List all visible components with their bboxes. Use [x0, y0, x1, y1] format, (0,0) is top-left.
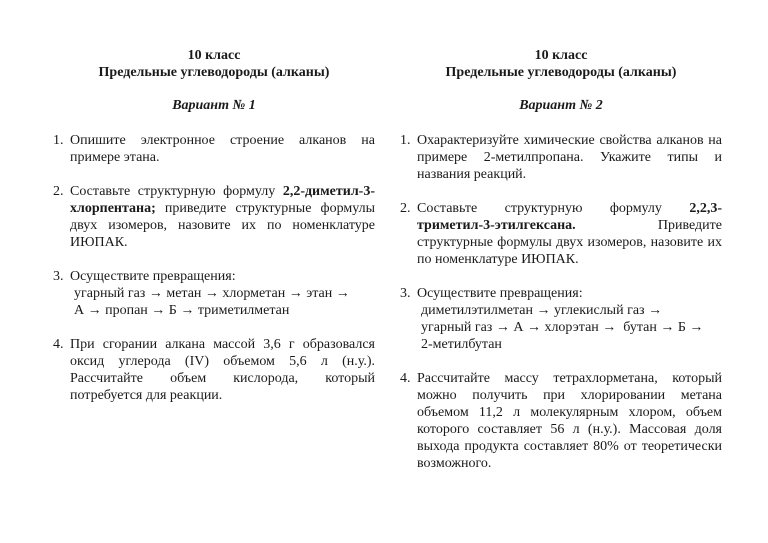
task-text [70, 336, 375, 404]
task-text-run: Рассчитайте массу тетрахлорметана, который можно получить при хлорировании метана объемом 11,2 л молекулярным хлором, объем которого составляет 56 л (н.у.). Массовая доля выхода продукта составляет 80% от теоретически возможного. [417, 371, 722, 471]
transformation-chain-line: угарный газ → А → хлорэтан → бутан → Б → [421, 320, 704, 335]
transformation-chain-line: угарный газ → метан → хлорметан → этан → [74, 286, 350, 301]
topic-title: Предельные углеводороды (алканы) [445, 65, 677, 80]
task-item-4 [53, 336, 375, 404]
task-text-run: Опишите электронное строение алканов на примере этана. [70, 133, 375, 165]
transformation-chain-line: диметилэтилметан → углекислый газ → [421, 303, 663, 318]
task-text-run: Охарактеризуйте химические свойства алканов на примере 2-метилпропана. Укажите типы и названия реакций. [417, 133, 722, 182]
compound-name-bold: 2,2-диметил-3-хлорпентана; [70, 184, 375, 216]
task-text-run: Приведите структурные формулы двух изомеров, назовите их по номенклатуре ИЮПАК. [417, 218, 722, 267]
task-text [70, 132, 375, 166]
task-item-1 [400, 132, 722, 183]
variant-heading: Вариант № 2 [519, 98, 603, 113]
task-item-2 [53, 183, 375, 251]
task-number: 2. [400, 201, 411, 216]
topic-title: Предельные углеводороды (алканы) [98, 65, 330, 80]
task-text-run: приведите структурные формулы двух изомеров, назовите их по номенклатуре ИЮПАК. [70, 201, 375, 250]
transformation-chain-line: А → пропан → Б → триметилметан [74, 303, 290, 318]
transformation-chain-line: 2-метилбутан [421, 337, 502, 352]
compound-name-bold: 2,2,3-триметил-3-этилгексана. [417, 201, 722, 233]
task-item-4 [400, 370, 722, 472]
task-text [417, 200, 722, 268]
task-text [417, 132, 722, 183]
task-text [417, 285, 722, 353]
grade-title: 10 класс [534, 48, 588, 63]
variant-heading: Вариант № 1 [172, 98, 256, 113]
task-text [70, 183, 375, 251]
task-item-1 [53, 132, 375, 166]
task-number: 3. [400, 286, 411, 301]
chain-label: Осуществите превращения: [417, 286, 583, 301]
task-number: 2. [53, 184, 64, 199]
variant-1-column [53, 47, 375, 523]
task-text-run: При сгорании алкана массой 3,6 г образовался оксид углерода (IV) объемом 5,6 л (н.у.). Рассчитайте объем кислорода, который потребуется для реакции. [70, 337, 375, 403]
task-item-2 [400, 200, 722, 268]
worksheet-header [53, 47, 375, 81]
task-number: 4. [400, 371, 411, 386]
task-text [70, 268, 375, 319]
task-text [417, 370, 722, 472]
task-number: 4. [53, 337, 64, 352]
task-item-3 [53, 268, 375, 319]
task-text-run: Составьте структурную формулу [417, 201, 690, 216]
task-number: 1. [400, 133, 411, 148]
task-number: 1. [53, 133, 64, 148]
grade-title: 10 класс [187, 48, 241, 63]
task-number: 3. [53, 269, 64, 284]
worksheet-header [400, 47, 722, 81]
chain-label: Осуществите превращения: [70, 269, 236, 284]
task-text-run: Составьте структурную формулу [70, 184, 283, 199]
task-item-3 [400, 285, 722, 353]
variant-2-column [400, 47, 722, 523]
